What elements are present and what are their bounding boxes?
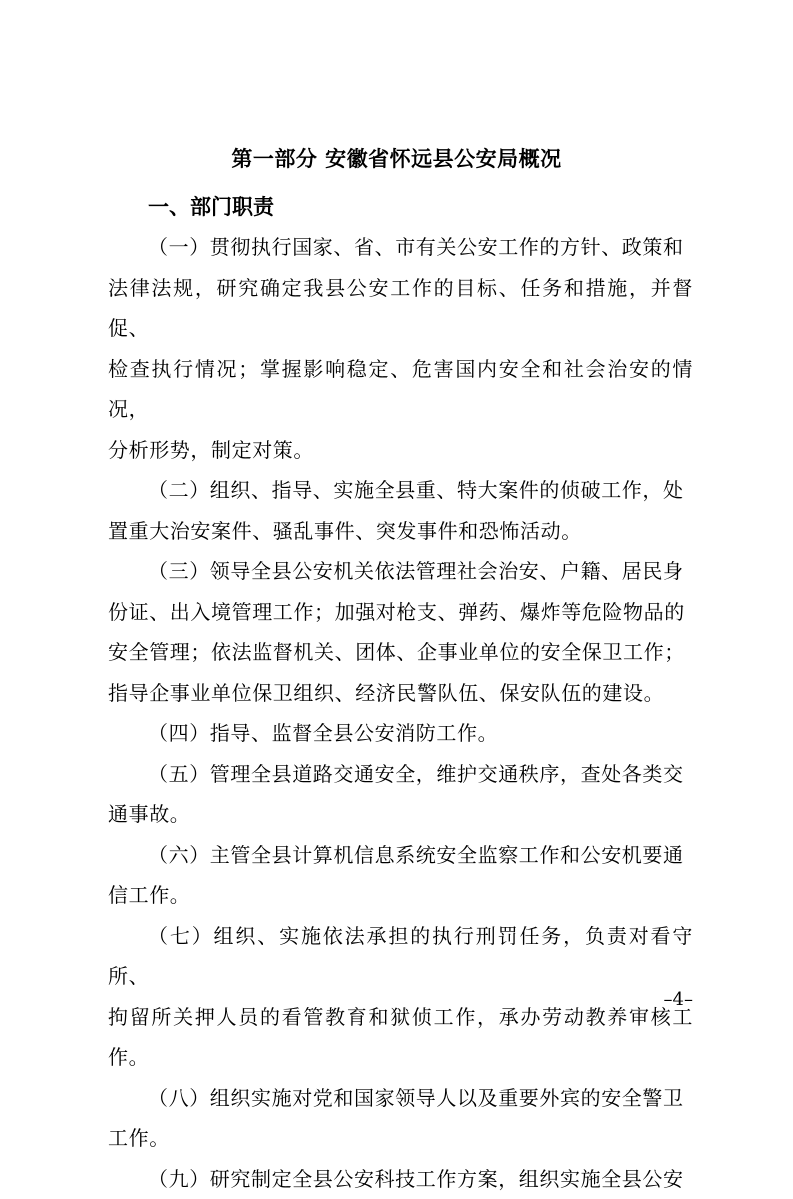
paragraph-6: （六）主管全县计算机信息系统安全监察工作和公安机要通 信工作。	[108, 835, 693, 916]
document-body	[108, 227, 693, 1199]
paragraph-2: （二）组织、指导、实施全县重、特大案件的侦破工作，处 置重大治安案件、骚乱事件、突发事件和恐怖活动。	[108, 470, 693, 551]
section-heading: 一、部门职责	[148, 191, 274, 223]
paragraph-8: （八）组织实施对党和国家领导人以及重要外宾的安全警卫 工作。	[108, 1078, 693, 1159]
paragraph-4: （四）指导、监督全县公安消防工作。	[108, 713, 693, 754]
page-number: –4–	[664, 988, 693, 1012]
paragraph-1: （一）贯彻执行国家、省、市有关公安工作的方针、政策和 法律法规，研究确定我县公安工作的目标、任务和措施，并督促、 检查执行情况；掌握影响稳定、危害国内安全和社会治安的情况， 分析形势，制定对策。	[108, 227, 693, 470]
document-title: 第一部分 安徽省怀远县公安局概况	[0, 143, 793, 175]
paragraph-3: （三）领导全县公安机关依法管理社会治安、户籍、居民身 份证、出入境管理工作；加强对枪支、弹药、爆炸等危险物品的 安全管理；依法监督机关、团体、企事业单位的安全保卫工作； 指导企事业单位保卫组织、经济民警队伍、保安队伍的建设。	[108, 551, 693, 713]
paragraph-9: （九）研究制定全县公安科技工作方案，组织实施全县公安	[108, 1159, 693, 1199]
paragraph-7: （七）组织、实施依法承担的执行刑罚任务，负责对看守所、 拘留所关押人员的看管教育和狱侦工作，承办劳动教养审核工作。	[108, 916, 693, 1078]
paragraph-5: （五）管理全县道路交通安全，维护交通秩序，查处各类交 通事故。	[108, 754, 693, 835]
